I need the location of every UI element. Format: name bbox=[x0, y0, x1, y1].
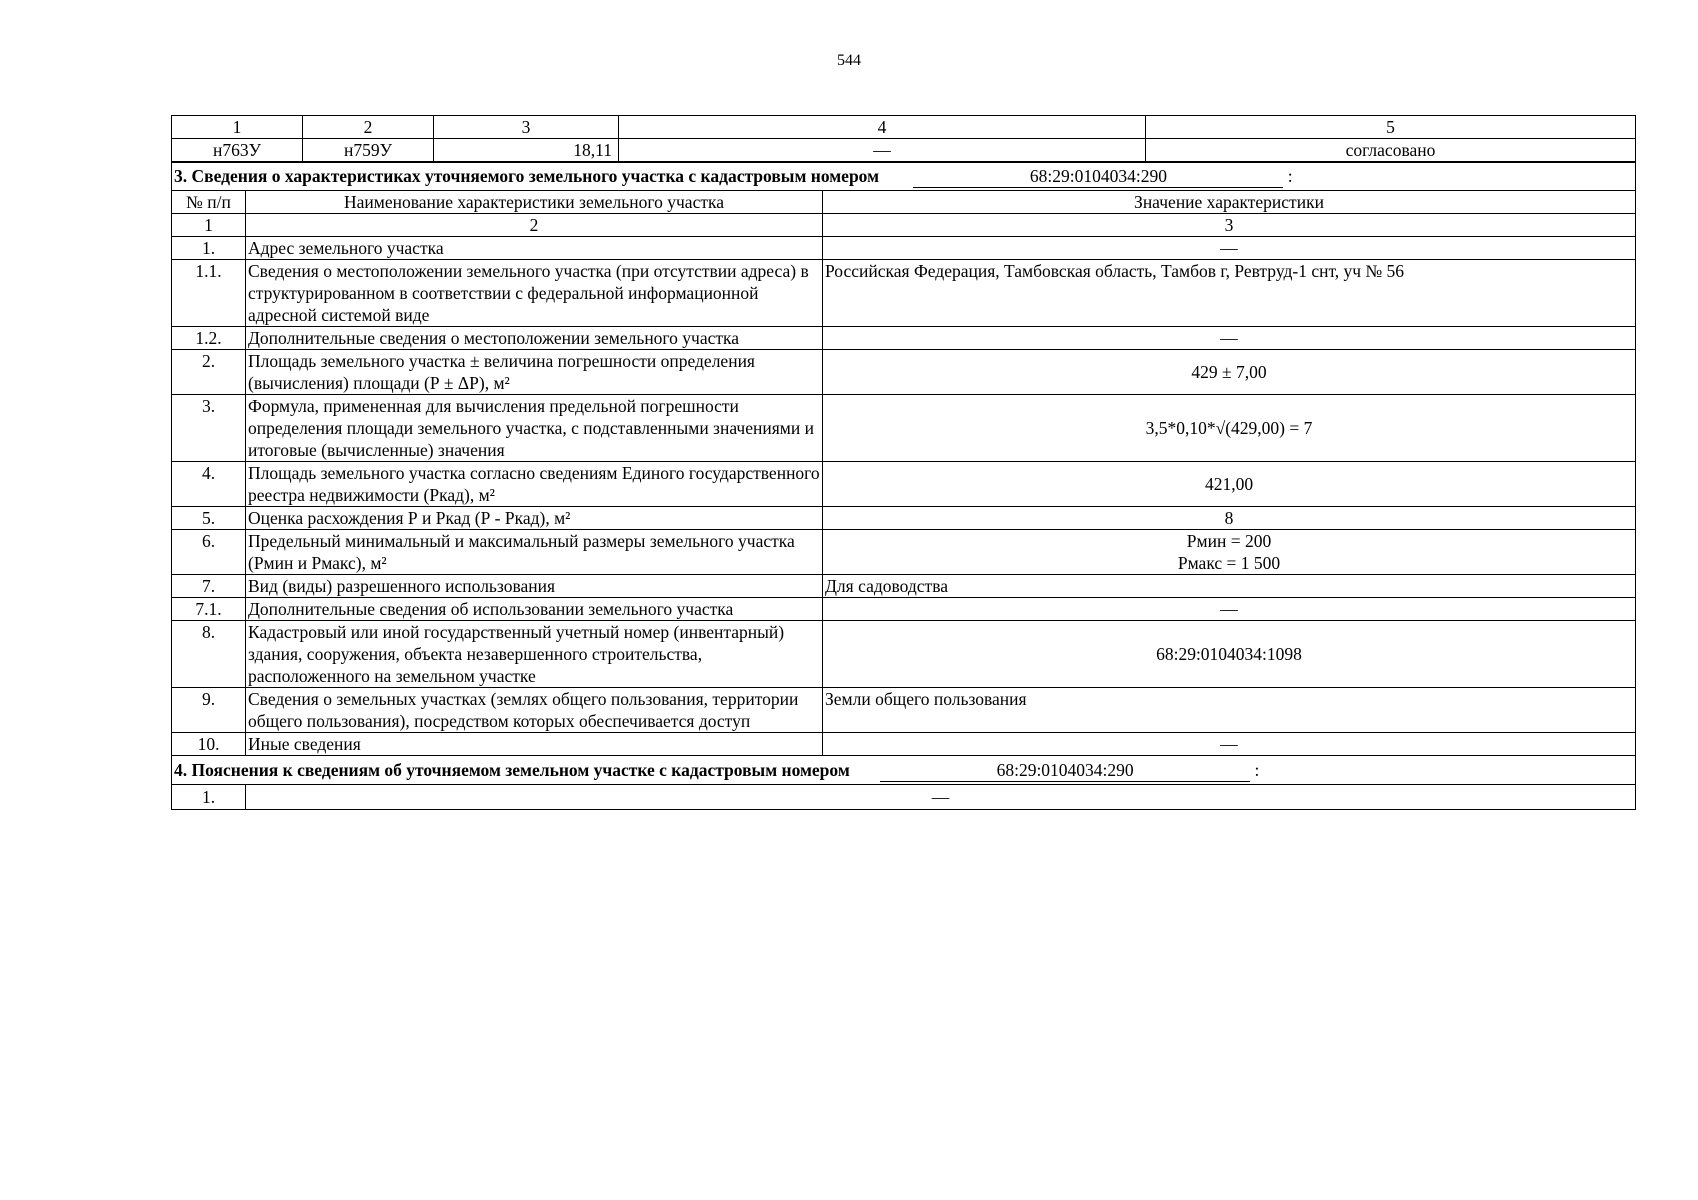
row-num: 9. bbox=[172, 688, 246, 733]
row-num: 1. bbox=[172, 785, 246, 810]
row-name: Площадь земельного участка согласно сведениям Единого государственного реестра недвижимости (Ркад), м² bbox=[246, 462, 823, 507]
row-name: Предельный минимальный и максимальный размеры земельного участка (Рмин и Рмакс), м² bbox=[246, 530, 823, 575]
row-value: 429 ± 7,00 bbox=[823, 350, 1636, 395]
table-row bbox=[172, 621, 1636, 688]
row-name: Формула, примененная для вычисления предельной погрешности определения площади земельного участка, с подставленными значениями и итоговые (вычисленные) значения bbox=[246, 395, 823, 462]
col-number: 3 bbox=[823, 214, 1636, 237]
row-num: 10. bbox=[172, 733, 246, 756]
section3-title-row bbox=[172, 163, 1636, 191]
table-row bbox=[172, 785, 1636, 810]
table-row bbox=[172, 507, 1636, 530]
row-value: — bbox=[246, 785, 1636, 810]
header-cell: 1 bbox=[172, 116, 303, 139]
row-name: Адрес земельного участка bbox=[246, 237, 823, 260]
col-header-value: Значение характеристики bbox=[823, 191, 1636, 214]
section4-title: 4. Пояснения к сведениям об уточняемом земельном участке с кадастровым номером bbox=[174, 759, 850, 780]
row-num: 2. bbox=[172, 350, 246, 395]
row-name: Площадь земельного участка ± величина погрешности определения (вычисления) площади (Р ± ΔР), м² bbox=[246, 350, 823, 395]
table-row bbox=[172, 733, 1636, 756]
table-row bbox=[172, 688, 1636, 733]
row-name: Кадастровый или иной государственный учетный номер (инвентарный) здания, сооружения, объекта незавершенного строительства, расположенного на земельном участке bbox=[246, 621, 823, 688]
section4-title-row bbox=[172, 756, 1636, 785]
point-to: н759У bbox=[303, 139, 434, 162]
col-header-name: Наименование характеристики земельного участка bbox=[246, 191, 823, 214]
row-num: 7. bbox=[172, 575, 246, 598]
section3-title: 3. Сведения о характеристиках уточняемого земельного участка с кадастровым номером bbox=[174, 166, 880, 186]
row-value bbox=[823, 530, 1636, 575]
table-row bbox=[172, 350, 1636, 395]
max-size-value: Рмакс = 1 500 bbox=[1177, 553, 1281, 573]
row-value: 421,00 bbox=[823, 462, 1636, 507]
header-cell: 2 bbox=[303, 116, 434, 139]
row-value: 8 bbox=[823, 507, 1636, 530]
row-name: Оценка расхождения Р и Ркад (Р - Ркад), м² bbox=[246, 507, 823, 530]
page-number: 544 bbox=[837, 52, 861, 69]
header-cell: 4 bbox=[619, 116, 1146, 139]
row-num: 4. bbox=[172, 462, 246, 507]
row-name: Сведения о земельных участках (землях общего пользования, территории общего пользования), посредством которых обеспечивается доступ bbox=[246, 688, 823, 733]
section4-colon: : bbox=[1254, 759, 1260, 780]
row-num: 1.1. bbox=[172, 260, 246, 327]
boundary-table bbox=[171, 115, 1636, 162]
status: согласовано bbox=[1146, 139, 1636, 162]
row-name: Сведения о местоположении земельного участка (при отсутствии адреса) в структурированном в соответствии с федеральной информационной адресной системой виде bbox=[246, 260, 823, 327]
row-name: Иные сведения bbox=[246, 733, 823, 756]
row-value: — bbox=[823, 733, 1636, 756]
row-value: — bbox=[823, 598, 1636, 621]
description: — bbox=[619, 139, 1146, 162]
row-value: 3,5*0,10*√(429,00) = 7 bbox=[823, 395, 1636, 462]
table-row bbox=[172, 598, 1636, 621]
row-value: — bbox=[823, 237, 1636, 260]
table-row bbox=[172, 530, 1636, 575]
point-from: н763У bbox=[172, 139, 303, 162]
row-value: Земли общего пользования bbox=[823, 688, 1636, 733]
header-cell: 3 bbox=[434, 116, 619, 139]
table-row bbox=[172, 395, 1636, 462]
min-size-value: Рмин = 200 bbox=[1186, 531, 1272, 551]
section3-colon: : bbox=[1287, 166, 1293, 186]
col-header-num: № п/п bbox=[172, 191, 246, 214]
table-row bbox=[172, 462, 1636, 507]
section3-cadastral-number: 68:29:0104034:290 bbox=[913, 165, 1283, 188]
row-value: — bbox=[823, 327, 1636, 350]
distance: 18,11 bbox=[434, 139, 619, 162]
row-value: Российская Федерация, Тамбовская область, Тамбов г, Ревтруд-1 снт, уч № 56 bbox=[823, 260, 1636, 327]
characteristics-table bbox=[171, 162, 1636, 810]
section4-cadastral-number: 68:29:0104034:290 bbox=[880, 759, 1250, 782]
row-num: 6. bbox=[172, 530, 246, 575]
row-name: Вид (виды) разрешенного использования bbox=[246, 575, 823, 598]
row-num: 5. bbox=[172, 507, 246, 530]
row-num: 8. bbox=[172, 621, 246, 688]
col-number: 2 bbox=[246, 214, 823, 237]
boundary-table-header bbox=[172, 116, 1636, 139]
column-headers bbox=[172, 191, 1636, 214]
row-value: 68:29:0104034:1098 bbox=[823, 621, 1636, 688]
row-num: 3. bbox=[172, 395, 246, 462]
column-numbers bbox=[172, 214, 1636, 237]
table-row bbox=[172, 575, 1636, 598]
row-num: 1.2. bbox=[172, 327, 246, 350]
table-row bbox=[172, 260, 1636, 327]
col-number: 1 bbox=[172, 214, 246, 237]
header-cell: 5 bbox=[1146, 116, 1636, 139]
row-value: Для садоводства bbox=[823, 575, 1636, 598]
row-num: 1. bbox=[172, 237, 246, 260]
table-row bbox=[172, 139, 1636, 162]
row-num: 7.1. bbox=[172, 598, 246, 621]
row-name: Дополнительные сведения о местоположении земельного участка bbox=[246, 327, 823, 350]
row-name: Дополнительные сведения об использовании земельного участка bbox=[246, 598, 823, 621]
table-row bbox=[172, 237, 1636, 260]
table-row bbox=[172, 327, 1636, 350]
